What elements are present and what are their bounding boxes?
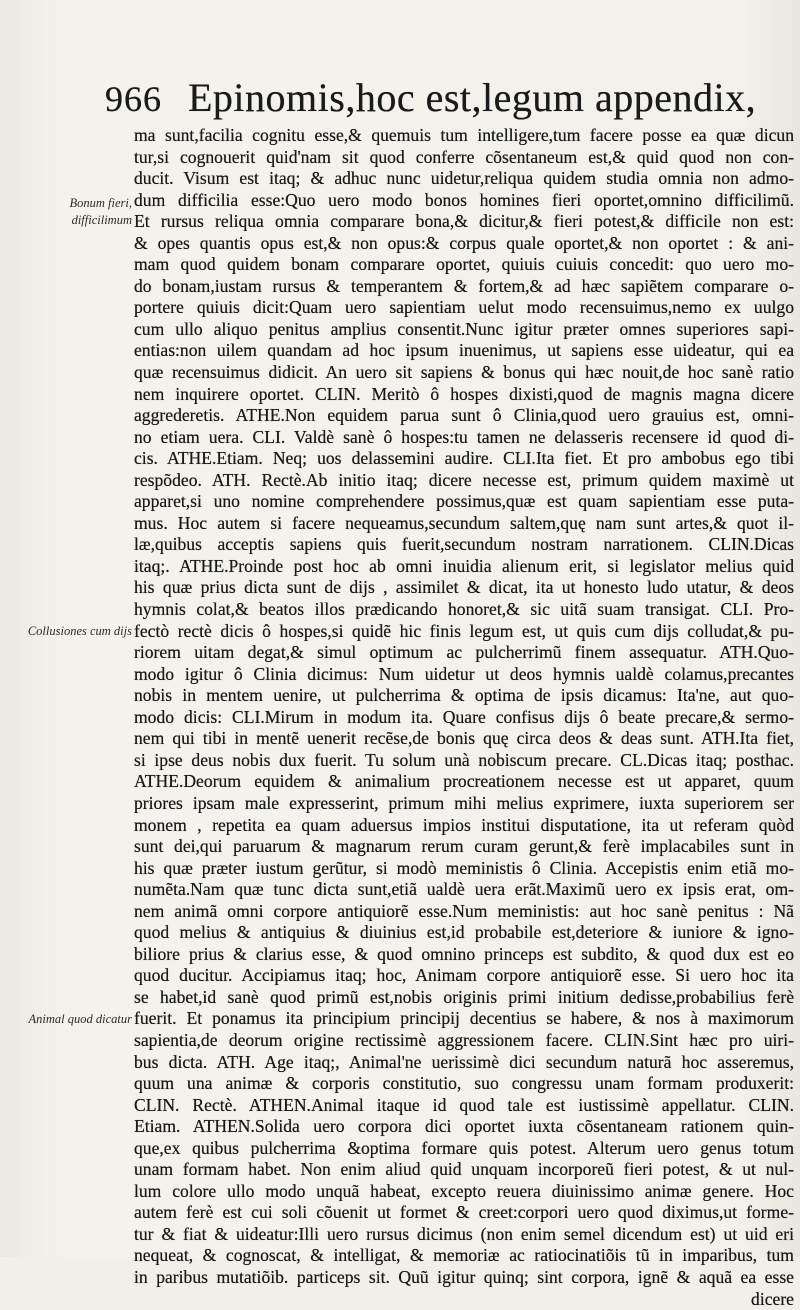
text-line: nem qui tibi in mentẽ uenerit recẽse,de bonis quę circa deos & deas sunt. ATH.Ita fiet, xyxy=(134,728,794,749)
text-line: læ,quibus acceptis sapiens quis fuerit,secundum nostram narrationem. CLIN.Dicas xyxy=(134,534,794,555)
text-line: CLIN. Rectè. ATHEN.Animal itaque id quod tale est iustissimè appellatur. CLIN. xyxy=(134,1094,794,1115)
text-line: nequeat, & cognoscat, & intelligat, & memoriæ ac ratiocinatiõis tũ in imparibus, tum xyxy=(134,1245,794,1266)
text-line: itaq;. ATHE.Proinde post hoc ab omni inuidia alienum erit, si legislator melius quid xyxy=(134,555,794,576)
text-line: ATHE.Deorum equidem & animalium procreationem necesse est ut apparet, quum xyxy=(134,771,794,792)
margin-note-bonum: Bonum fieri, difficilimum xyxy=(69,196,132,227)
text-line: his quæ præter iustum gerũtur, si modò meministis ô Clinia. Accepistis enim etiã mo- xyxy=(134,857,794,878)
text-line: do bonam,iustam rursus & temperantem & fortem,& ad hæc sapiẽtem comparare o- xyxy=(134,275,794,296)
text-line: aggrederetis. ATHE.Non equidem parua sunt ô Clinia,quod uero grauius est, omni- xyxy=(134,405,794,426)
text-line: bus dicta. ATH. Age itaq;, Animal'ne uerissimè dici secundum naturã hoc asseremus, xyxy=(134,1051,794,1072)
text-line: dum difficilia esse:Quo uero modo bonos homines fieri oportet,omnino difficilimũ. xyxy=(134,189,794,210)
text-line: portere quiuis dicit:Quam uero sapientiam uelut modo recensuimus,nemo ex uulgo xyxy=(134,297,794,318)
text-line: monem , repetita ea quam aduersus impios institui disputatione, ita ut referam quòd xyxy=(134,814,794,835)
text-line: mus. Hoc autem si facere nequeamus,secundum saltem,quę nam sunt artes,& quot il- xyxy=(134,512,794,533)
text-line: mam quod quidem bonam comparare oportet, quiuis cuiuis concedit: quo uero mo- xyxy=(134,254,794,275)
text-line: fectò rectè dicis ô hospes,si quidẽ hic finis legum est, ut quis cum dijs colludat,& pu- xyxy=(134,620,794,641)
text-line: lum colore ullo modo unquã habeat, excepto reuera diuinissimo animæ genere. Hoc xyxy=(134,1180,794,1201)
text-line: hymnis colat,& beatos illos prædicando honoret,& sic uitã suam transigat. CLI. Pro- xyxy=(134,599,794,620)
text-line: que,ex quibus pulcherrima &optima formare quis potest. Alterum uero genus totum xyxy=(134,1137,794,1158)
text-line: sapientia,de deorum origine rectissimè aggressionem facere. CLIN.Sint hæc pro uiri- xyxy=(134,1029,794,1050)
text-line: dicere xyxy=(751,1288,794,1309)
margin-note-animal: Animal quod dicatur xyxy=(28,1012,132,1026)
text-line: sunt dei,qui paruarum & magnarum rerum curam gerunt,& ferè implacabiles sunt in xyxy=(134,836,794,857)
text-line: riorem uitam degat,& simul optimum ac pulcherrimũ finem assequatur. ATH.Quo- xyxy=(134,642,794,663)
text-line: no etiam uera. CLI. Valdè sanè ô hospes:tu tamen ne delasseris recensere id quod di- xyxy=(134,426,794,447)
running-header xyxy=(105,74,765,120)
text-line: unam formam habet. Non enim aliud quid unquam incorporeũ fieri potest, & ut nul- xyxy=(134,1159,794,1180)
text-line: quæ recensuimus didicit. An uero sit sapiens & bonus qui hæc nouit,de hoc sanè ratio xyxy=(134,362,794,383)
page-number: 966 xyxy=(105,79,162,119)
text-line: quod melius & antiquius & diuinius est,id probabile est,deteriore & iuniore & igno- xyxy=(134,922,794,943)
text-line: nem animã omni corpore antiquiorẽ esse.Num meministis: aut hoc sanè penitus : Nã xyxy=(134,900,794,921)
text-line: se habet,id sanè quod primũ est,nobis originis primi initium dedisse,probabilius ferè xyxy=(134,986,794,1007)
text-line: ma sunt,facilia cognitu esse,& quemuis tum intelligere,tum facere posse ea quæ dicun xyxy=(134,125,794,145)
text-line: numẽta.Nam quæ tunc dicta sunt,etiã ualdè uera erãt.Maximũ uero ex ipsis erat, om- xyxy=(134,879,794,900)
text-line: priores ipsam male expresserint, primum mihi melius exprimere, iuxta superiorem ser xyxy=(134,792,794,813)
text-line: Et rursus reliqua omnia comparare bona,& dicitur,& fieri potest,& difficile non est: xyxy=(134,211,794,232)
text-line: cum ullo aliquo penitus amplius consentit.Nunc igitur præter omnes superiores sapi- xyxy=(134,318,794,339)
text-line: biliore prius & clarius esse, & quod omnino princeps est subdito, & quod dux est eo xyxy=(134,943,794,964)
text-line: fuerit. Et ponamus ita principium principij decentius se habere, & nos à maximorum xyxy=(134,1008,794,1029)
text-line: Etiam. ATHEN.Solida uero corpora dici oportet iuxta cõsentaneam rationem quin- xyxy=(134,1116,794,1137)
text-line: modo igitur ô Clinia dicimus: Num uidetur ut deos hymnis ualdè colamus,precantes xyxy=(134,663,794,684)
text-line: modo dicis: CLI.Mirum in modum ita. Quare confisus dijs ô beate precare,& sermo- xyxy=(134,706,794,727)
text-line: quod ducitur. Accipiamus itaq; hoc, Animam corpore antiquiorẽ esse. Si uero hoc ita xyxy=(134,965,794,986)
text-line: respõdeo. ATH. Rectè.Ab initio itaq; dicere necesse est, primum quidem maximè ut xyxy=(134,469,794,490)
margin-note-collusiones: Collusiones cum dijs xyxy=(27,624,132,638)
text-line: tur & fiat & uideatur:Illi uero rursus dicimus (non enim semel dicendum est) ut uid eri xyxy=(134,1223,794,1244)
text-line: cis. ATHE.Etiam. Neq; uos delassemini audire. CLI.Ita fiet. Et pro ambobus ego tibi xyxy=(134,448,794,469)
text-line: apparet,si uno nomine comprehendere possimus,quæ est quam sapientiam esse puta- xyxy=(134,491,794,512)
text-line: his quæ prius dicta sunt de dijs , assimilet & dicat, ita ut honesto ludo utatur, & deos xyxy=(134,577,794,598)
body-text xyxy=(134,125,794,1310)
text-line: si ipse deus nobis dux fuerit. Tu solum unà nobiscum precare. CL.Dicas itaq; posthac. xyxy=(134,749,794,770)
text-line: ducit. Visum est itaq; & adhuc nunc uidetur,reliqua quidem studia omnia non admo- xyxy=(134,168,794,189)
text-line: nem inquirere oportet. CLIN. Meritò ô hospes dixisti,quod de magnis magna dicere xyxy=(134,383,794,404)
text-line: nobis in mentem uenire, ut pulcherrima & optima de ipsis dicamus: Ita'ne, aut quo- xyxy=(134,685,794,706)
text-line: in paribus mutatiõib. particeps sit. Quũ igitur quinq; sint corpora, ignẽ & aquã ea esse xyxy=(134,1266,794,1287)
running-title: Epinomis,hoc est,legum appendix, xyxy=(188,75,757,120)
text-line: & opes quantis opus est,& non opus:& corpus quale oportet,& non oportet : & ani- xyxy=(134,232,794,253)
text-line: tur,si cognouerit quid'nam sit quod conferre cõsentaneum est,& quid quod non con- xyxy=(134,146,794,167)
text-line: autem ferè est cui soli cõuenit ut formet & creet:corpori uero quod diximus,ut forme- xyxy=(134,1202,794,1223)
text-line: quum una animæ & corporis constitutio, suo congressu unam formam produxerit: xyxy=(134,1073,794,1094)
text-line: entias:non uilem quandam ad hoc ipsum inuenimus, ut sapiens esse uideatur, qui ea xyxy=(134,340,794,361)
